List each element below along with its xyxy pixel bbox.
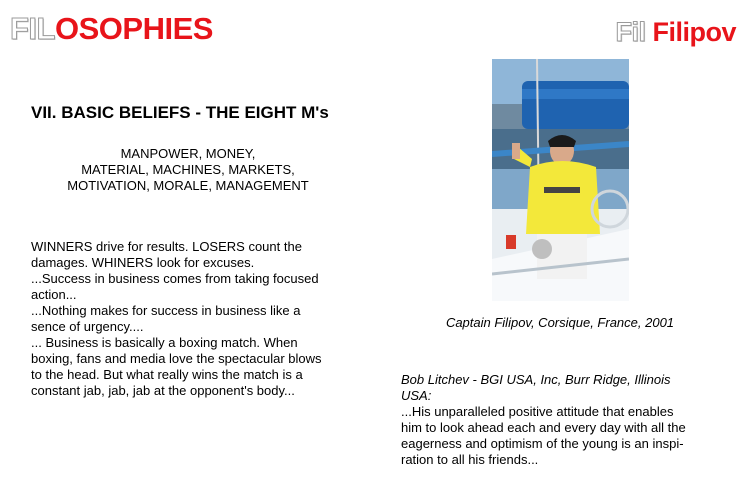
paragraph: ...Nothing makes for success in business like a sence of urgency.... [31, 303, 301, 334]
eight-m-list [38, 146, 338, 194]
paragraph: ... Business is basically a boxing match. When boxing, fans and media love the spectacular blows to the head. But what really wins the match is a constant jab, jab, jab at the opponent's body... [31, 335, 322, 398]
eight-m-line: MANPOWER, MONEY, [120, 146, 256, 161]
captain-photo [492, 59, 629, 301]
filosophies-logo [10, 11, 213, 47]
photo-caption: Captain Filipov, Corsique, France, 2001 [445, 315, 675, 330]
photo-illustration [492, 59, 629, 301]
logo-red-text: Filipov [652, 17, 736, 47]
quote-text: ...His unparalleled positive attitude that enables him to look ahead each and every day with all the eagerness and optimism of the young is an inspi- ration to all his friends... [401, 404, 686, 467]
filipov-logo [615, 16, 736, 48]
beliefs-text [31, 239, 361, 399]
testimonial-quote [401, 372, 721, 468]
logo-outline-text: Fil [615, 17, 646, 47]
eight-m-line: MOTIVATION, MORALE, MANAGEMENT [67, 178, 309, 193]
section-heading: VII. BASIC BELIEFS - THE EIGHT M's [31, 103, 329, 122]
paragraph: WINNERS drive for results. LOSERS count the damages. WHINERS look for excuses. [31, 239, 302, 270]
quote-author: Bob Litchev - BGI USA, Inc, Burr Ridge, Illinois USA: [401, 372, 671, 403]
logo-red-text: OSOPHIES [55, 11, 213, 46]
eight-m-line: MATERIAL, MACHINES, MARKETS, [81, 162, 295, 177]
paragraph: ...Success in business comes from taking focused action... [31, 271, 319, 302]
logo-outline-text: FIL [10, 11, 55, 46]
